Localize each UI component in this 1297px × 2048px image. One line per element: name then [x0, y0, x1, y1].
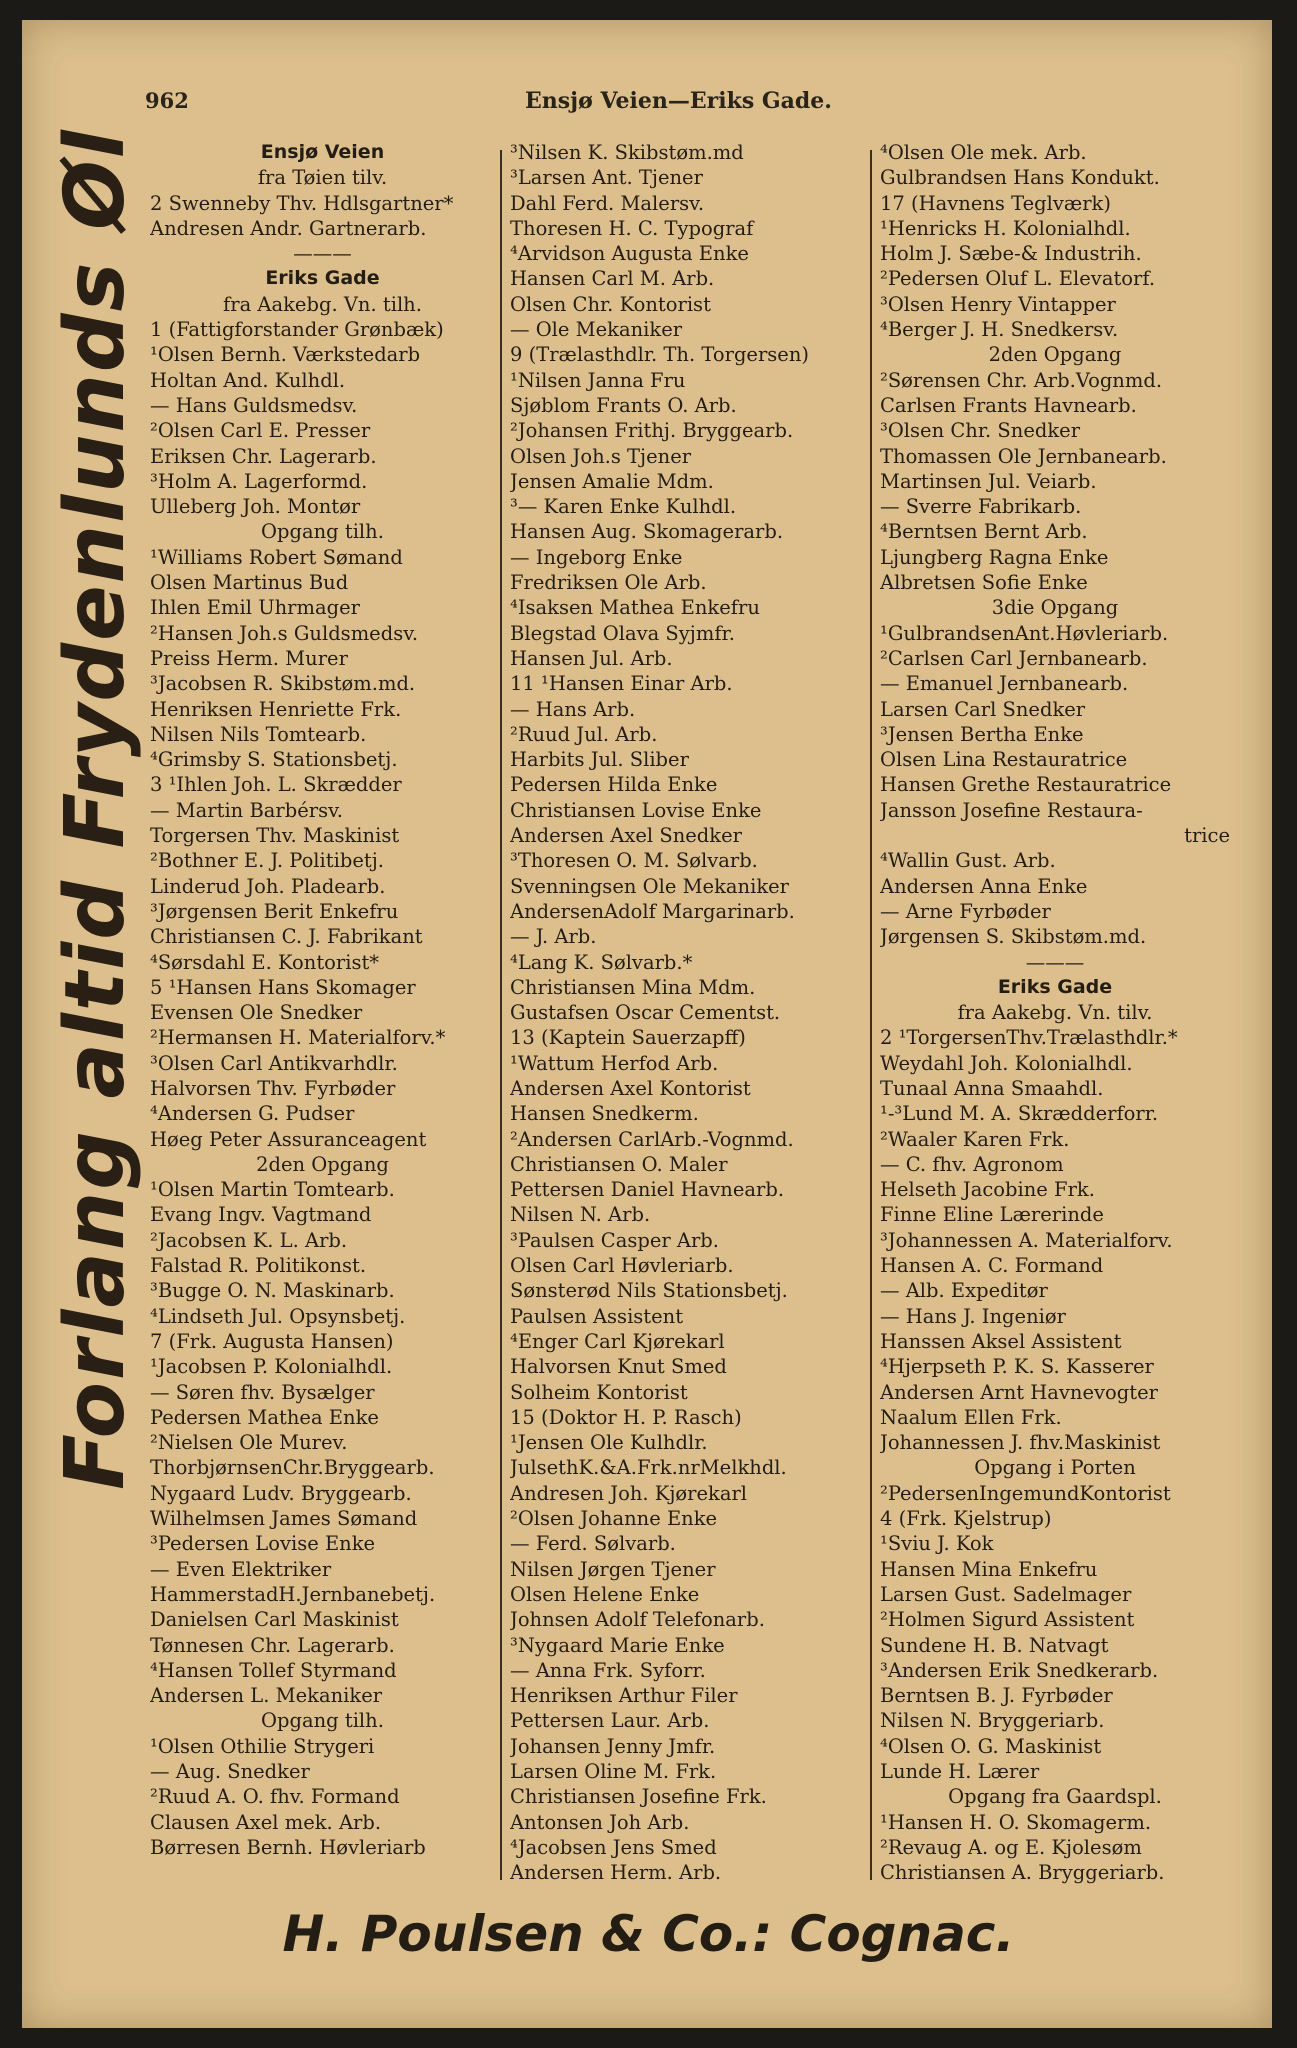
directory-entry: Nilsen Jørgen Tjener: [510, 1557, 716, 1581]
directory-entry: — Hans Guldsmedsv.: [150, 393, 358, 417]
directory-entry: ²Carlsen Carl Jernbanearb.: [880, 646, 1148, 670]
directory-entry: ¹Henricks H. Kolonialhdl.: [880, 216, 1131, 240]
directory-entry: ²Olsen Johanne Enke: [510, 1507, 718, 1531]
directory-entry: ³Andersen Erik Snedkerarb.: [880, 1658, 1159, 1682]
directory-entry: — Alb. Expeditør: [880, 1279, 1048, 1303]
directory-entry: 5 ¹Hansen Hans Skomager: [150, 975, 416, 999]
directory-entry: Larsen Carl Snedker: [880, 697, 1086, 721]
directory-entry: Clausen Axel mek. Arb.: [150, 1810, 382, 1834]
directory-entry: Hansen A. C. Formand: [880, 1254, 1104, 1278]
directory-entry: Pettersen Laur. Arb.: [510, 1709, 710, 1733]
directory-entry: ²Andersen CarlArb.-Vognmd.: [510, 1127, 794, 1151]
directory-entry: Hansen Mina Enkefru: [880, 1557, 1098, 1581]
directory-entry: ¹GulbrandsenAnt.Høvleriarb.: [880, 621, 1169, 645]
directory-entry: Andersen L. Mekaniker: [150, 1684, 383, 1708]
directory-entry: ²PedersenIngemundKontorist: [880, 1481, 1171, 1505]
directory-entry: Holtan And. Kulhdl.: [150, 368, 346, 392]
directory-entry: Preiss Herm. Murer: [150, 646, 348, 670]
directory-entry: Weydahl Joh. Kolonialhdl.: [880, 1051, 1133, 1075]
directory-entry: ²Jacobsen K. L. Arb.: [150, 1228, 348, 1252]
directory-entry: ²Hansen Joh.s Guldsmedsv.: [150, 621, 419, 645]
directory-entry: HammerstadH.Jernbanebetj.: [150, 1582, 436, 1606]
directory-entry: Henriksen Henriette Frk.: [150, 697, 402, 721]
directory-entry: Nilsen N. Arb.: [510, 1203, 651, 1227]
directory-entry: Evang Ingv. Vagtmand: [150, 1203, 372, 1227]
directory-entry: ¹Hansen H. O. Skomagerm.: [880, 1810, 1152, 1834]
directory-entry: ²Johansen Frithj. Bryggearb.: [510, 419, 794, 443]
directory-entry: Ulleberg Joh. Montør: [150, 495, 361, 519]
directory-entry: Finne Eline Lærerinde: [880, 1203, 1104, 1227]
directory-entry: ³Olsen Henry Vintapper: [880, 292, 1116, 316]
directory-entry: Danielsen Carl Maskinist: [150, 1608, 399, 1632]
directory-entry: ²Revaug A. og E. Kjolesøm: [880, 1835, 1142, 1859]
directory-entry: ²Bothner E. J. Politibetj.: [150, 849, 384, 873]
directory-entry: — Arne Fyrbøder: [880, 899, 1051, 923]
directory-column-1: [150, 140, 495, 1860]
directory-entry: Larsen Gust. Sadelmager: [880, 1582, 1132, 1606]
directory-entry: Ljungberg Ragna Enke: [880, 545, 1109, 569]
directory-entry: ³Jacobsen R. Skibstøm.md.: [150, 672, 416, 696]
directory-entry: Sønsterød Nils Stationsbetj.: [510, 1279, 788, 1303]
directory-entry: 9 (Trælasthdlr. Th. Torgersen): [510, 343, 810, 367]
directory-entry: Christiansen Mina Mdm.: [510, 975, 756, 999]
directory-entry: ⁴Lindseth Jul. Opsynsbetj.: [150, 1304, 406, 1328]
directory-entry: Torgersen Thv. Maskinist: [150, 824, 400, 848]
directory-entry: Johnsen Adolf Telefonarb.: [510, 1608, 765, 1632]
directory-entry: Christiansen C. J. Fabrikant: [150, 925, 423, 949]
directory-entry: Pedersen Hilda Enke: [510, 773, 718, 797]
directory-entry: Nilsen Nils Tomtearb.: [150, 722, 367, 746]
directory-entry: Svenningsen Ole Mekaniker: [510, 874, 789, 898]
directory-entry: ⁴Berntsen Bernt Arb.: [880, 520, 1088, 544]
directory-entry: 3die Opgang: [991, 596, 1119, 620]
directory-entry: Olsen Joh.s Tjener: [510, 444, 692, 468]
directory-entry: Olsen Carl Høvleriarb.: [510, 1254, 734, 1278]
bottom-advertisement: H. Poulsen & Co.: Cognac.: [282, 1905, 1015, 1963]
directory-entry: ⁴Sørsdahl E. Kontorist*: [150, 950, 380, 974]
directory-entry: ⁴Isaksen Mathea Enkefru: [510, 596, 760, 620]
directory-entry: 15 (Doktor H. P. Rasch): [510, 1405, 742, 1429]
directory-entry: ⁴Grimsby S. Stationsbetj.: [150, 748, 398, 772]
directory-entry: Linderud Joh. Pladearb.: [150, 874, 386, 898]
directory-entry: Halvorsen Knut Smed: [510, 1355, 727, 1379]
directory-entry: 13 (Kaptein Sauerzapff): [510, 1026, 746, 1050]
directory-entry: Halvorsen Thv. Fyrbøder: [150, 1076, 396, 1100]
directory-entry: ²Waaler Karen Frk.: [880, 1127, 1070, 1151]
directory-entry: ¹Jensen Ole Kulhdlr.: [510, 1431, 708, 1455]
directory-entry: AndersenAdolf Margarinarb.: [510, 899, 795, 923]
directory-entry: Christiansen Lovise Enke: [510, 798, 762, 822]
directory-entry: — Emanuel Jernbanearb.: [880, 672, 1129, 696]
directory-entry: fra Aakebg. Vn. tilh.: [223, 292, 422, 316]
directory-entry: Tunaal Anna Smaahdl.: [880, 1076, 1104, 1100]
directory-entry: Carlsen Frants Havnearb.: [880, 393, 1137, 417]
directory-entry: — Martin Barbérsv.: [150, 798, 343, 822]
directory-entry: Christiansen A. Bryggeriarb.: [880, 1861, 1165, 1885]
directory-entry: ¹Olsen Martin Tomtearb.: [150, 1178, 395, 1202]
directory-entry: ³Holm A. Lagerformd.: [150, 469, 368, 493]
directory-entry: Olsen Lina Restauratrice: [880, 748, 1128, 772]
directory-entry: ²Nielsen Ole Murev.: [150, 1431, 348, 1455]
directory-entry: 2 ¹TorgersenThv.Trælasthdlr.*: [880, 1026, 1178, 1050]
page-number: 962: [145, 88, 189, 113]
directory-entry: Pedersen Mathea Enke: [150, 1405, 379, 1429]
directory-entry: Hanssen Aksel Assistent: [880, 1329, 1122, 1353]
directory-entry: Naalum Ellen Frk.: [880, 1405, 1062, 1429]
directory-entry: Jensen Amalie Mdm.: [510, 469, 714, 493]
directory-entry: ¹Wattum Herfod Arb.: [510, 1051, 719, 1075]
directory-entry: Sjøblom Frants O. Arb.: [510, 393, 737, 417]
directory-entry: Olsen Chr. Kontorist: [510, 292, 711, 316]
directory-entry: Andersen Arnt Havnevogter: [880, 1380, 1158, 1404]
directory-entry: Falstad R. Politikonst.: [150, 1254, 367, 1278]
directory-entry: Opgang tilh.: [261, 520, 384, 544]
directory-entry: ³Olsen Carl Antikvarhdlr.: [150, 1051, 398, 1075]
directory-entry: Nygaard Ludv. Bryggearb.: [150, 1481, 412, 1505]
directory-entry: Opgang tilh.: [261, 1709, 384, 1733]
directory-entry: Nilsen N. Bryggeriarb.: [880, 1709, 1105, 1733]
directory-entry: Olsen Helene Enke: [510, 1582, 700, 1606]
directory-entry: Wilhelmsen James Sømand: [150, 1507, 418, 1531]
directory-entry: 11 ¹Hansen Einar Arb.: [510, 672, 733, 696]
directory-entry: Thomassen Ole Jernbanearb.: [880, 444, 1167, 468]
directory-entry: ⁴Arvidson Augusta Enke: [510, 242, 749, 266]
directory-entry: Antonsen Joh Arb.: [510, 1810, 690, 1834]
directory-entry: 1 (Fattigforstander Grønbæk): [150, 318, 444, 342]
directory-entry: — Ole Mekaniker: [510, 318, 683, 342]
directory-entry: Andresen Andr. Gartnerarb.: [150, 216, 427, 240]
directory-column-3: [880, 140, 1230, 1885]
directory-entry: Olsen Martinus Bud: [150, 571, 349, 595]
directory-entry: ²Ruud A. O. fhv. Formand: [150, 1785, 400, 1809]
directory-entry: Andersen Herm. Arb.: [510, 1861, 722, 1885]
directory-entry: Andresen Joh. Kjørekarl: [510, 1481, 748, 1505]
directory-entry: ³Paulsen Casper Arb.: [510, 1228, 719, 1252]
side-advertisement: Forlang altid Frydenlunds Øl: [48, 128, 143, 1490]
directory-entry: Holm J. Sæbe-& Industrih.: [880, 242, 1142, 266]
page-title: Ensjø Veien—Eriks Gade.: [525, 88, 832, 114]
directory-entry: — Søren fhv. Bysælger: [150, 1380, 375, 1404]
directory-entry: ———: [1025, 950, 1085, 974]
directory-entry: Opgang i Porten: [974, 1456, 1136, 1480]
directory-entry: ³Jensen Bertha Enke: [880, 722, 1084, 746]
directory-entry: Albretsen Sofie Enke: [880, 571, 1088, 595]
directory-entry: ²Olsen Carl E. Presser: [150, 419, 371, 443]
directory-entry: ⁴Hjerpseth P. K. S. Kasserer: [880, 1355, 1154, 1379]
directory-entry: trice: [1184, 824, 1230, 848]
directory-entry: ¹Nilsen Janna Fru: [510, 368, 686, 392]
directory-entry: — Ferd. Sølvarb.: [510, 1532, 676, 1556]
directory-entry: — Even Elektriker: [150, 1557, 332, 1581]
directory-entry: Thoresen H. C. Typograf: [510, 216, 754, 240]
directory-entry: Fredriksen Ole Arb.: [510, 571, 707, 595]
directory-entry: ⁴Jacobsen Jens Smed: [510, 1835, 717, 1859]
directory-entry: ³— Karen Enke Kulhdl.: [510, 495, 737, 519]
directory-entry: Hansen Snedkerm.: [510, 1102, 699, 1126]
directory-entry: ²Holmen Sigurd Assistent: [880, 1608, 1135, 1632]
directory-entry: ⁴Lang K. Sølvarb.*: [510, 950, 693, 974]
directory-entry: Jansson Josefine Restaura-: [880, 798, 1143, 822]
directory-entry: Gulbrandsen Hans Kondukt.: [880, 166, 1160, 190]
directory-entry: — Sverre Fabrikarb.: [880, 495, 1082, 519]
directory-entry: ⁴Andersen G. Pudser: [150, 1102, 355, 1126]
directory-entry: ³Larsen Ant. Tjener: [510, 166, 703, 190]
directory-entry: 17 (Havnens Teglværk): [880, 191, 1111, 215]
directory-entry: Opgang fra Gaardspl.: [948, 1785, 1162, 1809]
directory-entry: ¹Williams Robert Sømand: [150, 545, 403, 569]
directory-entry: 2den Opgang: [988, 343, 1122, 367]
directory-entry: Christiansen Josefine Frk.: [510, 1785, 767, 1809]
directory-entry: Andersen Anna Enke: [880, 874, 1088, 898]
directory-entry: ²Ruud Jul. Arb.: [510, 722, 658, 746]
directory-entry: Dahl Ferd. Malersv.: [510, 191, 705, 215]
directory-entry: Gustafsen Oscar Cementst.: [510, 1001, 781, 1025]
street-heading: Eriks Gade: [265, 267, 380, 290]
directory-entry: ³Pedersen Lovise Enke: [150, 1532, 376, 1556]
directory-entry: ³Jørgensen Berit Enkefru: [150, 899, 399, 923]
directory-entry: Solheim Kontorist: [510, 1380, 688, 1404]
column-divider: [500, 150, 502, 1880]
directory-entry: ³Bugge O. N. Maskinarb.: [150, 1279, 395, 1303]
directory-entry: Sundene H. B. Natvagt: [880, 1633, 1109, 1657]
directory-entry: Paulsen Assistent: [510, 1304, 684, 1328]
directory-entry: Johansen Jenny Jmfr.: [510, 1734, 716, 1758]
directory-entry: Johannessen J. fhv.Maskinist: [880, 1431, 1161, 1455]
directory-entry: Christiansen O. Maler: [510, 1152, 728, 1176]
directory-entry: Blegstad Olava Syjmfr.: [510, 621, 735, 645]
directory-entry: — C. fhv. Agronom: [880, 1152, 1064, 1176]
directory-entry: Helseth Jacobine Frk.: [880, 1178, 1095, 1202]
directory-entry: JulsethK.&A.Frk.nrMelkhdl.: [510, 1456, 787, 1480]
directory-entry: — J. Arb.: [510, 925, 597, 949]
directory-entry: Jørgensen S. Skibstøm.md.: [880, 925, 1147, 949]
directory-entry: ⁴Olsen Ole mek. Arb.: [880, 141, 1087, 164]
directory-entry: 2 Swenneby Thv. Hdlsgartner*: [150, 191, 454, 215]
directory-entry: Børresen Bernh. Høvleriarb: [150, 1835, 426, 1859]
directory-entry: ³Nilsen K. Skibstøm.md: [510, 141, 744, 164]
directory-entry: Eriksen Chr. Lagerarb.: [150, 444, 377, 468]
directory-entry: ⁴Olsen O. G. Maskinist: [880, 1734, 1102, 1758]
directory-entry: Tønnesen Chr. Lagerarb.: [150, 1633, 395, 1657]
directory-entry: Hansen Aug. Skomagerarb.: [510, 520, 784, 544]
directory-entry: fra Tøien tilv.: [257, 166, 388, 190]
directory-entry: ³Olsen Chr. Snedker: [880, 419, 1081, 443]
directory-entry: — Aug. Snedker: [150, 1760, 310, 1783]
directory-entry: ———: [293, 242, 352, 266]
directory-entry: Larsen Oline M. Frk.: [510, 1760, 717, 1783]
directory-entry: ²Hermansen H. Materialforv.*: [150, 1026, 446, 1050]
street-heading: Eriks Gade: [997, 975, 1113, 998]
directory-entry: Evensen Ole Snedker: [150, 1001, 363, 1025]
directory-entry: — Hans Arb.: [510, 697, 636, 721]
directory-entry: Hansen Carl M. Arb.: [510, 267, 715, 291]
directory-entry: ³Nygaard Marie Enke: [510, 1633, 725, 1657]
directory-entry: ²Sørensen Chr. Arb.Vognmd.: [880, 368, 1163, 392]
directory-entry: Andersen Axel Snedker: [510, 824, 742, 848]
directory-entry: ³Thoresen O. M. Sølvarb.: [510, 849, 758, 873]
directory-entry: ⁴Berger J. H. Snedkersv.: [880, 318, 1119, 342]
directory-entry: 2den Opgang: [256, 1152, 389, 1176]
directory-entry: ³Johannessen A. Materialforv.: [880, 1228, 1173, 1252]
directory-entry: Hansen Grethe Restauratrice: [880, 773, 1172, 797]
directory-entry: — Ingeborg Enke: [510, 545, 683, 569]
directory-entry: Hansen Jul. Arb.: [510, 646, 673, 670]
directory-entry: — Anna Frk. Syforr.: [510, 1658, 706, 1682]
directory-entry: ²Pedersen Oluf L. Elevatorf.: [880, 267, 1156, 291]
directory-entry: ThorbjørnsenChr.Bryggearb.: [150, 1456, 435, 1480]
directory-column-2: [510, 140, 865, 1885]
directory-entry: Andersen Axel Kontorist: [510, 1076, 751, 1100]
directory-entry: ¹Olsen Bernh. Værkstedarb: [150, 343, 421, 367]
directory-entry: Harbits Jul. Sliber: [510, 748, 689, 772]
directory-entry: 4 (Frk. Kjelstrup): [880, 1507, 1052, 1531]
directory-entry: Høeg Peter Assuranceagent: [150, 1127, 427, 1151]
street-heading: Ensjø Veien: [260, 141, 385, 163]
directory-entry: ¹-³Lund M. A. Skrædderforr.: [880, 1102, 1159, 1126]
directory-entry: 7 (Frk. Augusta Hansen): [150, 1329, 394, 1353]
directory-entry: fra Aakebg. Vn. tilv.: [957, 1001, 1153, 1025]
directory-entry: ⁴Wallin Gust. Arb.: [880, 849, 1056, 873]
directory-entry: ¹Sviu J. Kok: [880, 1532, 994, 1556]
directory-entry: Henriksen Arthur Filer: [510, 1684, 738, 1708]
directory-entry: 3 ¹Ihlen Joh. L. Skrædder: [150, 773, 402, 797]
directory-entry: Martinsen Jul. Veiarb.: [880, 469, 1097, 493]
directory-entry: Berntsen B. J. Fyrbøder: [880, 1684, 1113, 1708]
directory-entry: ¹Jacobsen P. Kolonialhdl.: [150, 1355, 393, 1379]
directory-entry: ¹Olsen Othilie Strygeri: [150, 1734, 375, 1758]
column-divider: [870, 150, 872, 1880]
directory-entry: — Hans J. Ingeniør: [880, 1304, 1066, 1328]
directory-entry: ⁴Hansen Tollef Styrmand: [150, 1658, 397, 1682]
directory-entry: Pettersen Daniel Havnearb.: [510, 1178, 785, 1202]
directory-entry: ⁴Enger Carl Kjørekarl: [510, 1329, 725, 1353]
directory-entry: Lunde H. Lærer: [880, 1760, 1040, 1783]
directory-entry: Ihlen Emil Uhrmager: [150, 596, 360, 620]
